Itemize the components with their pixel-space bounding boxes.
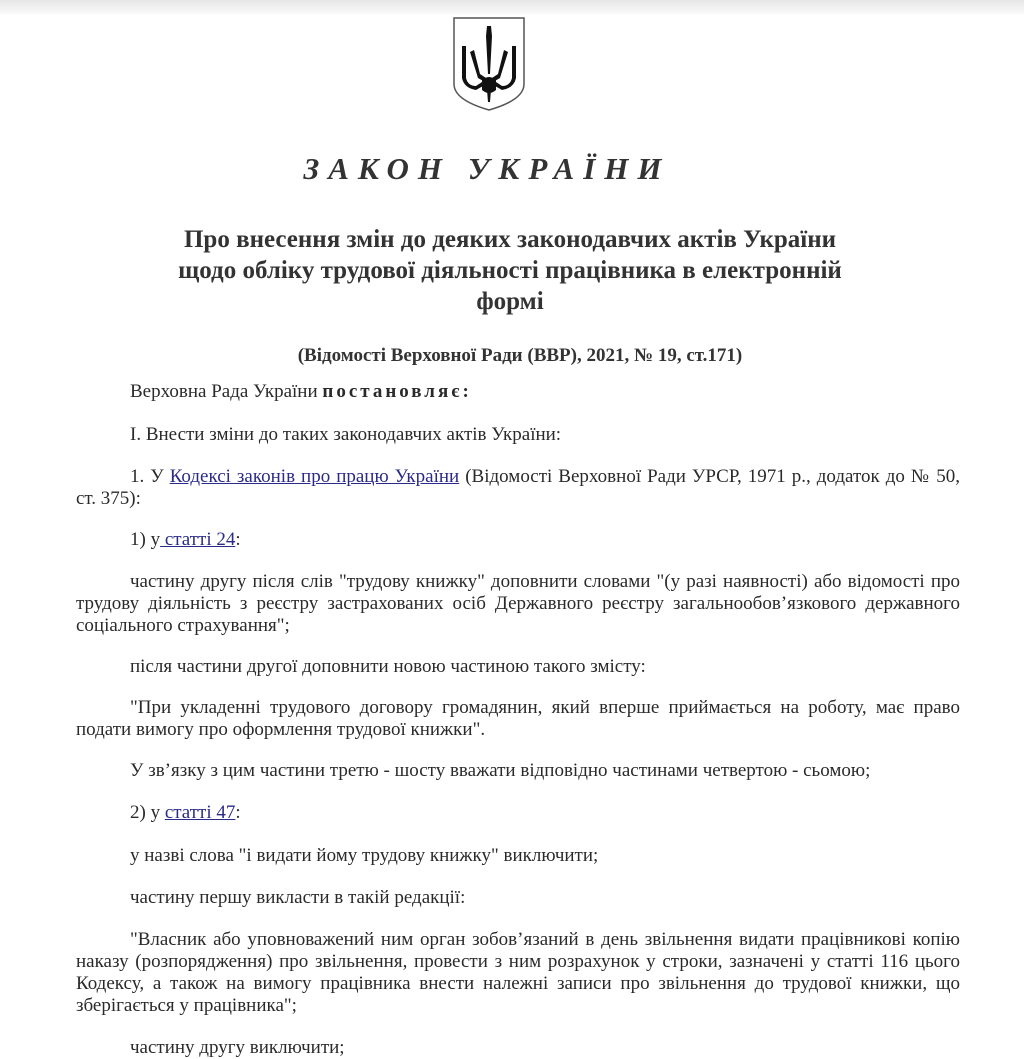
preamble-emphasis: постановляє:	[322, 381, 472, 402]
list-item	[76, 529, 960, 551]
paragraph: частину другу виключити;	[130, 1037, 345, 1058]
item-prefix: 1. У	[130, 466, 170, 487]
paragraph: після частини другої доповнити новою частиною такого змісту:	[130, 656, 646, 677]
paragraph: "Власник або уповноважений ним орган зобов’язаний в день звільнення видати працівникові копію наказу (розпорядження) про звільнення, провести з ним розрахунок у строки, зазначені у статті 116 цього Кодексу, а також на вимогу працівника внести належні записи про звільнення до трудової книжки, що зберігається у працівника";	[76, 929, 960, 1016]
publication-source: (Відомості Верховної Ради (ВВР), 2021, № 19, ст.171)	[297, 345, 743, 366]
preamble-text: Верховна Рада України	[130, 381, 323, 402]
item-suffix: :	[235, 802, 241, 823]
item-suffix: (Відомості Верховної Ради УРСР, 1971 р., додаток до № 50, ст. 375):	[76, 466, 961, 509]
article-47-link[interactable]: статті 47	[164, 802, 236, 823]
title-line: Про внесення змін до деяких законодавчих актів України	[183, 226, 837, 253]
document-type-heading: ЗАКОН УКРАЇНИ	[303, 151, 671, 186]
paragraph: "При укладенні трудового договору громадянин, який вперше приймається на роботу, має право подати вимогу про оформлення трудової книжки".	[76, 697, 960, 740]
list-item	[76, 466, 960, 510]
paragraph: У зв’язку з цим частини третю - шосту вважати відповідно частинами четвертою - сьомою;	[130, 760, 871, 781]
title-line: щодо обліку трудової діяльності працівника в електронній	[178, 257, 842, 284]
list-item	[76, 802, 960, 824]
paragraph: частину першу викласти в такій редакції:	[130, 887, 466, 908]
preamble	[76, 381, 960, 403]
paragraph: у назві слова "і видати йому трудову книжку" виключити;	[130, 845, 599, 866]
item-prefix: 2) у	[130, 802, 165, 823]
coat-of-arms-icon	[452, 16, 526, 112]
browser-top-shadow	[0, 0, 1024, 14]
section-heading: І. Внести зміни до таких законодавчих актів України:	[130, 424, 562, 445]
labor-code-link[interactable]: Кодексі законів про працю України	[169, 466, 460, 487]
paragraph: частину другу після слів "трудову книжку" доповнити словами "(у разі наявності) або відомості про трудову діяльність з реєстру застрахованих осіб Державного реєстру загальнообов’язкового державного соціального страхування";	[76, 571, 960, 636]
document-title	[140, 224, 880, 317]
item-prefix: 1) у	[130, 529, 161, 550]
item-suffix: :	[235, 529, 241, 550]
title-line: формі	[476, 288, 544, 315]
article-24-link[interactable]: статті 24	[160, 529, 236, 550]
document-body	[76, 381, 960, 1059]
